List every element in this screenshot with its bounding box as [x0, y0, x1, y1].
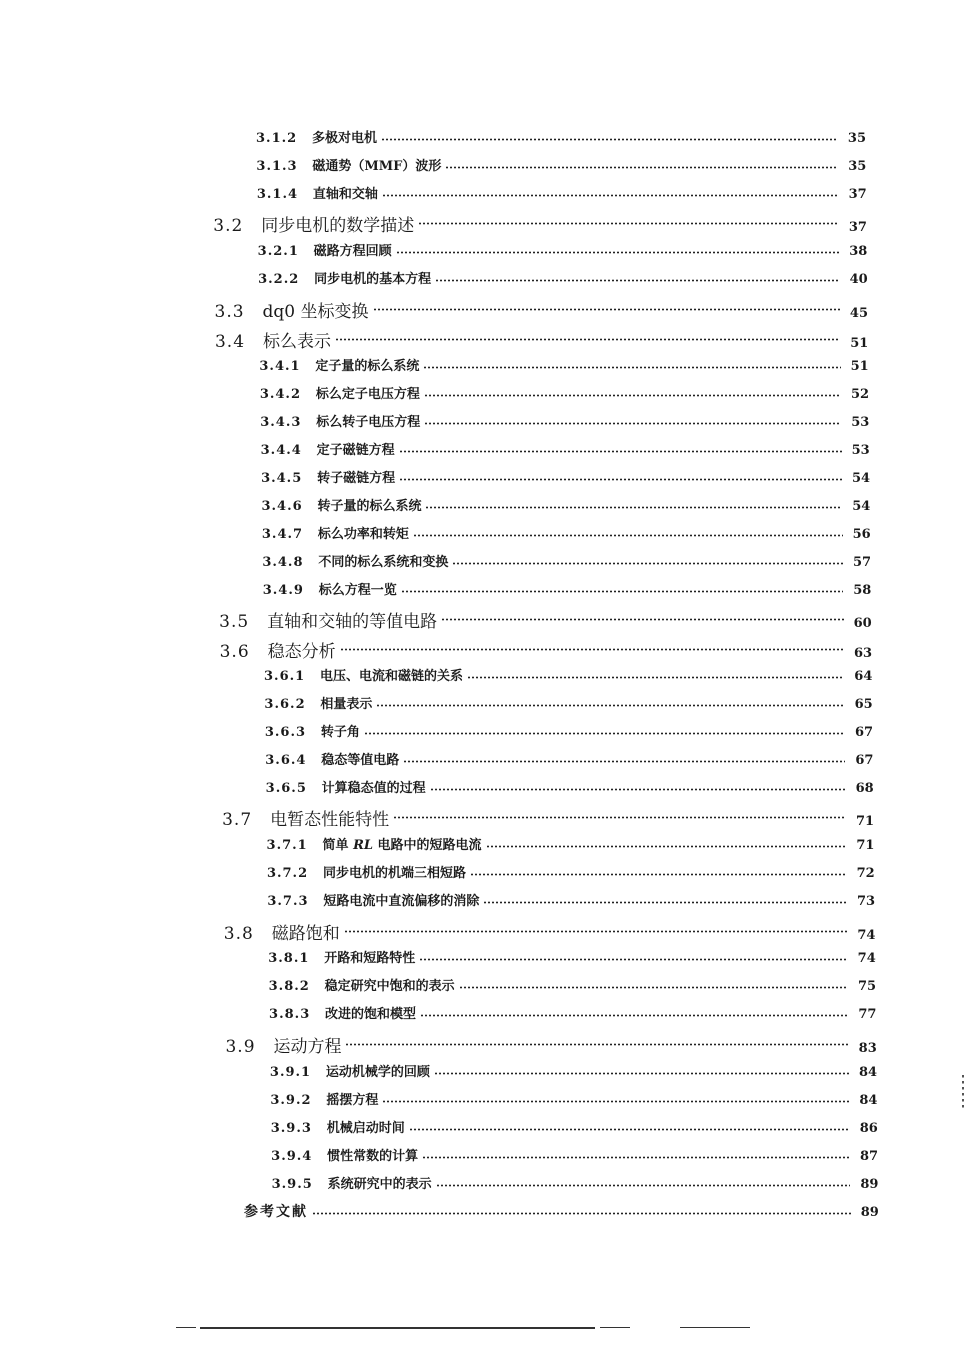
scan-artifact-line — [176, 1327, 196, 1328]
toc-entry-title: 相量表示 — [320, 697, 373, 712]
dot-leader — [382, 1100, 849, 1103]
dot-leader — [396, 251, 840, 254]
toc-page-number: 40 — [849, 272, 868, 287]
toc-entry-title: 转子角 — [320, 725, 360, 740]
toc-entry-title: 磁路饱和 — [271, 924, 340, 944]
toc-page-number: 87 — [860, 1149, 879, 1164]
toc-entry-number: 3.9.3 — [270, 1121, 312, 1136]
toc-entry-title: 磁路方程回顾 — [313, 244, 392, 259]
toc-page-number: 45 — [849, 306, 869, 321]
dot-leader — [419, 958, 848, 961]
toc-page-number: 63 — [853, 646, 873, 661]
scan-artifact-line — [680, 1327, 750, 1328]
toc-page-number: 89 — [860, 1205, 879, 1220]
toc-entry-number: 3.6.3 — [264, 725, 307, 740]
toc-subsection-entry — [267, 890, 875, 914]
toc-section-entry — [213, 211, 867, 235]
toc-entry-number: 3.8.2 — [268, 979, 310, 994]
dot-leader — [335, 338, 840, 341]
toc-entry-number: 3.4.7 — [261, 527, 304, 542]
toc-page-number: 73 — [856, 894, 876, 909]
toc-entry-title: 机械启动时间 — [326, 1121, 405, 1136]
toc-page-number: 74 — [857, 951, 876, 966]
toc-subsection-entry — [260, 411, 869, 435]
toc-subsection-entry — [268, 947, 876, 971]
dot-leader — [345, 1043, 848, 1046]
toc-entry-number: 3.6.2 — [264, 697, 306, 712]
dot-leader — [376, 704, 844, 707]
toc-section-entry — [224, 919, 876, 943]
toc-subsection-entry — [261, 467, 870, 491]
toc-entry-title: 开路和短路特性 — [324, 951, 416, 966]
toc-subsection-entry — [263, 579, 872, 603]
toc-entry-number: 3.4.5 — [261, 471, 303, 486]
toc-subsection-entry — [267, 834, 875, 858]
dot-leader — [430, 788, 846, 791]
toc-entry-number: 3.4.6 — [261, 499, 303, 514]
toc-section-entry — [222, 805, 874, 829]
dot-leader — [425, 506, 842, 509]
toc-entry-number: 3.1.3 — [256, 159, 298, 174]
dot-leader — [441, 618, 844, 621]
toc-entry-number: 3.4.9 — [262, 583, 304, 598]
toc-subsection-entry — [259, 355, 868, 379]
scan-artifact-line — [200, 1327, 595, 1329]
toc-entry-title: 标么功率和转矩 — [317, 527, 409, 542]
toc-entry-title: 短路电流中直流偏移的消除 — [323, 894, 480, 909]
dot-leader — [373, 308, 841, 311]
toc-section-entry — [219, 607, 872, 631]
dot-leader — [381, 138, 838, 141]
toc-entry-title: 计算稳态值的过程 — [321, 781, 426, 796]
toc-page-number: 65 — [854, 697, 873, 712]
toc-subsection-entry — [260, 383, 869, 407]
toc-entry-title: 电暂态性能特性 — [270, 810, 390, 830]
toc-page-number: 67 — [854, 725, 874, 740]
toc-entry-number: 3.7 — [222, 810, 253, 830]
toc-entry-title: 转子量的标么系统 — [317, 499, 422, 514]
toc-entry-number: 3.2.1 — [257, 244, 299, 259]
toc-subsection-entry — [257, 183, 867, 207]
toc-subsection-entry — [258, 268, 868, 292]
toc-entry-title: dq0 坐标变换 — [262, 302, 369, 322]
toc-entry-title: 摇摆方程 — [326, 1093, 379, 1108]
toc-entry-title: 改进的饱和模型 — [325, 1007, 417, 1022]
toc-page-number: 64 — [854, 669, 873, 684]
toc-page-number: 60 — [853, 616, 872, 631]
toc-entry-title: 电压、电流和磁链的关系 — [320, 669, 464, 684]
toc-page-number: 84 — [859, 1065, 878, 1080]
toc-entry-number: 3.9.4 — [271, 1149, 313, 1164]
toc-page-number: 71 — [856, 838, 875, 853]
toc-page-number: 77 — [858, 1007, 877, 1022]
toc-subsection-entry — [256, 127, 866, 151]
dot-leader — [399, 450, 842, 453]
toc-page-number: 53 — [851, 443, 870, 458]
scan-artifact-dots — [962, 1075, 964, 1109]
toc-entry-number: 3.3 — [214, 302, 245, 322]
toc-section-entry — [215, 327, 868, 351]
toc-page-number: 56 — [852, 527, 871, 542]
toc-section-entry — [225, 1032, 876, 1056]
toc-subsection-entry — [262, 551, 871, 575]
toc-entry-title: 稳态等值电路 — [321, 753, 400, 768]
toc-page-number: 67 — [855, 753, 874, 768]
toc-entry-title: 同步电机的机端三相短路 — [322, 866, 466, 881]
toc-section-entry — [220, 637, 872, 661]
toc-entry-title: 标么表示 — [262, 332, 331, 352]
toc-entry-number: 3.4.1 — [259, 359, 301, 374]
toc-entry-number: 3.9.5 — [271, 1177, 313, 1192]
dot-leader — [486, 845, 847, 848]
toc-entry-title: 转子磁链方程 — [317, 471, 396, 486]
toc-entry-number: 3.4 — [214, 332, 246, 352]
toc-entry-title: 多极对电机 — [312, 131, 378, 146]
toc-page-number: 52 — [850, 387, 870, 402]
toc-entry-title: 运动方程 — [273, 1037, 342, 1057]
toc-subsection-entry — [272, 1173, 879, 1197]
dot-leader — [312, 1212, 851, 1215]
toc-entry-title: 标么转子电压方程 — [316, 415, 421, 430]
toc-entry-number: 3.4.2 — [259, 387, 302, 402]
toc-entry-title: 不同的标么系统和变换 — [318, 555, 449, 570]
toc-entry-title: 系统研究中的表示 — [327, 1177, 432, 1192]
dot-leader — [418, 222, 839, 225]
toc-entry-number: 3.6 — [219, 642, 250, 662]
toc-subsection-entry — [267, 862, 875, 886]
toc-entry-number: 3.7.1 — [266, 838, 308, 853]
toc-page-number: 89 — [860, 1177, 879, 1192]
dot-leader — [401, 590, 844, 593]
dot-leader — [423, 366, 840, 369]
toc-subsection-entry — [262, 523, 871, 547]
toc-entry-number: 3.8.1 — [268, 951, 310, 966]
toc-entry-title: 直轴和交轴的等值电路 — [267, 612, 438, 632]
toc-entry-title: 定子量的标么系统 — [315, 359, 420, 374]
toc-entry-number: 3.2.2 — [258, 272, 300, 287]
toc-subsection-entry — [261, 495, 870, 519]
toc-entry-title: 标么方程一览 — [318, 583, 397, 598]
toc-entry-number: 3.8.3 — [269, 1007, 311, 1022]
toc-subsection-entry — [264, 665, 872, 689]
toc-entry-number: 3.4.4 — [260, 443, 302, 458]
toc-page-number: 51 — [850, 336, 869, 351]
toc-entry-number: 3.4.8 — [262, 555, 304, 570]
toc-entry-title: 稳态分析 — [267, 642, 336, 662]
toc-subsection-entry — [258, 240, 868, 264]
toc-page-number: 54 — [851, 471, 871, 486]
toc-page-number: 54 — [852, 499, 871, 514]
toc-page-number: 57 — [852, 555, 872, 570]
toc-entry-title: 标么定子电压方程 — [315, 387, 420, 402]
dot-leader — [344, 930, 848, 933]
toc-entry-number: 3.6.1 — [264, 669, 306, 684]
dot-leader — [364, 732, 845, 735]
toc-page-number: 35 — [848, 159, 867, 174]
toc-entry-number: 3.4.3 — [260, 415, 302, 430]
dot-leader — [467, 676, 844, 679]
toc-subsection-entry — [270, 1089, 877, 1113]
toc-page-number: 37 — [848, 187, 867, 202]
toc-page-number: 58 — [853, 583, 872, 598]
toc-page-number: 72 — [856, 866, 875, 881]
toc-page-number: 71 — [855, 814, 875, 829]
toc-entry-number: 3.7.2 — [266, 866, 309, 881]
dot-leader — [420, 1014, 848, 1017]
toc-page-number: 38 — [849, 244, 868, 259]
toc-entry-title: 简单 RL 电路中的短路电流 — [322, 838, 482, 853]
toc-page-number: 83 — [858, 1041, 877, 1056]
toc-subsection-entry — [266, 777, 874, 801]
toc-entry-number: 3.8 — [223, 924, 254, 944]
toc-entry-number: 3.6.5 — [265, 781, 307, 796]
toc-page-number: 53 — [851, 415, 870, 430]
toc-subsection-entry — [271, 1145, 878, 1169]
dot-leader — [424, 394, 841, 397]
toc-subsection-entry — [256, 155, 866, 179]
toc-subsection-entry — [269, 975, 876, 999]
scan-artifact-line — [600, 1327, 630, 1328]
toc-page-number: 37 — [848, 220, 867, 235]
dot-leader — [445, 166, 838, 169]
dot-leader — [483, 901, 847, 904]
dot-leader — [399, 478, 842, 481]
dot-leader — [435, 279, 840, 282]
dot-leader — [409, 1128, 850, 1131]
toc-entry-number: 3.1.2 — [256, 131, 298, 146]
dot-leader — [340, 648, 844, 651]
toc-references-entry — [244, 1201, 879, 1225]
toc-subsection-entry — [265, 721, 873, 745]
toc-page-number: 74 — [857, 928, 876, 943]
toc-page-number: 51 — [850, 359, 869, 374]
dot-leader — [393, 816, 846, 819]
toc-page-number: 68 — [855, 781, 874, 796]
dot-leader — [452, 562, 843, 565]
toc-entry-title: 直轴和交轴 — [312, 187, 378, 202]
toc-subsection-entry — [270, 1061, 877, 1085]
toc-entry-number: 3.5 — [219, 612, 250, 632]
dot-leader — [436, 1184, 851, 1187]
toc-entry-title: 磁通势（MMF）波形 — [312, 159, 442, 174]
toc-entry-title: 同步电机的基本方程 — [314, 272, 432, 287]
toc-entry-title: 运动机械学的回顾 — [325, 1065, 430, 1080]
toc-page-number: 84 — [859, 1093, 878, 1108]
toc-entry-title: 惯性常数的计算 — [327, 1149, 419, 1164]
toc-entry-title: 同步电机的数学描述 — [261, 216, 415, 236]
dot-leader — [470, 873, 847, 876]
toc-subsection-entry — [265, 749, 873, 773]
dot-leader — [434, 1072, 849, 1075]
toc-subsection-entry — [271, 1117, 878, 1141]
toc-section-entry — [215, 297, 868, 321]
toc-entry-number: 3.9.2 — [270, 1093, 312, 1108]
toc-entry-title: 定子磁链方程 — [316, 443, 395, 458]
dot-leader — [413, 534, 843, 537]
toc-entry-title: 稳定研究中饱和的表示 — [324, 979, 455, 994]
toc-subsection-entry — [269, 1003, 876, 1027]
toc-entry-number: 3.9.1 — [269, 1065, 312, 1080]
toc-entry-number: 3.2 — [213, 216, 244, 236]
toc-page-number: 86 — [859, 1121, 878, 1136]
dot-leader — [459, 986, 848, 989]
dot-leader — [424, 422, 841, 425]
toc-page-number: 75 — [858, 979, 877, 994]
toc-entry-number: 3.7.3 — [267, 894, 309, 909]
toc-entry-number: 3.1.4 — [256, 187, 299, 202]
toc-subsection-entry — [261, 439, 870, 463]
toc-page-number: 35 — [847, 131, 866, 146]
toc-entry-title: 参考文献 — [244, 1204, 308, 1220]
dot-leader — [422, 1156, 850, 1159]
dot-leader — [403, 760, 845, 763]
toc-subsection-entry — [264, 693, 872, 717]
toc-entry-number: 3.6.4 — [265, 753, 307, 768]
toc-entry-number: 3.9 — [225, 1037, 256, 1057]
dot-leader — [382, 194, 839, 197]
